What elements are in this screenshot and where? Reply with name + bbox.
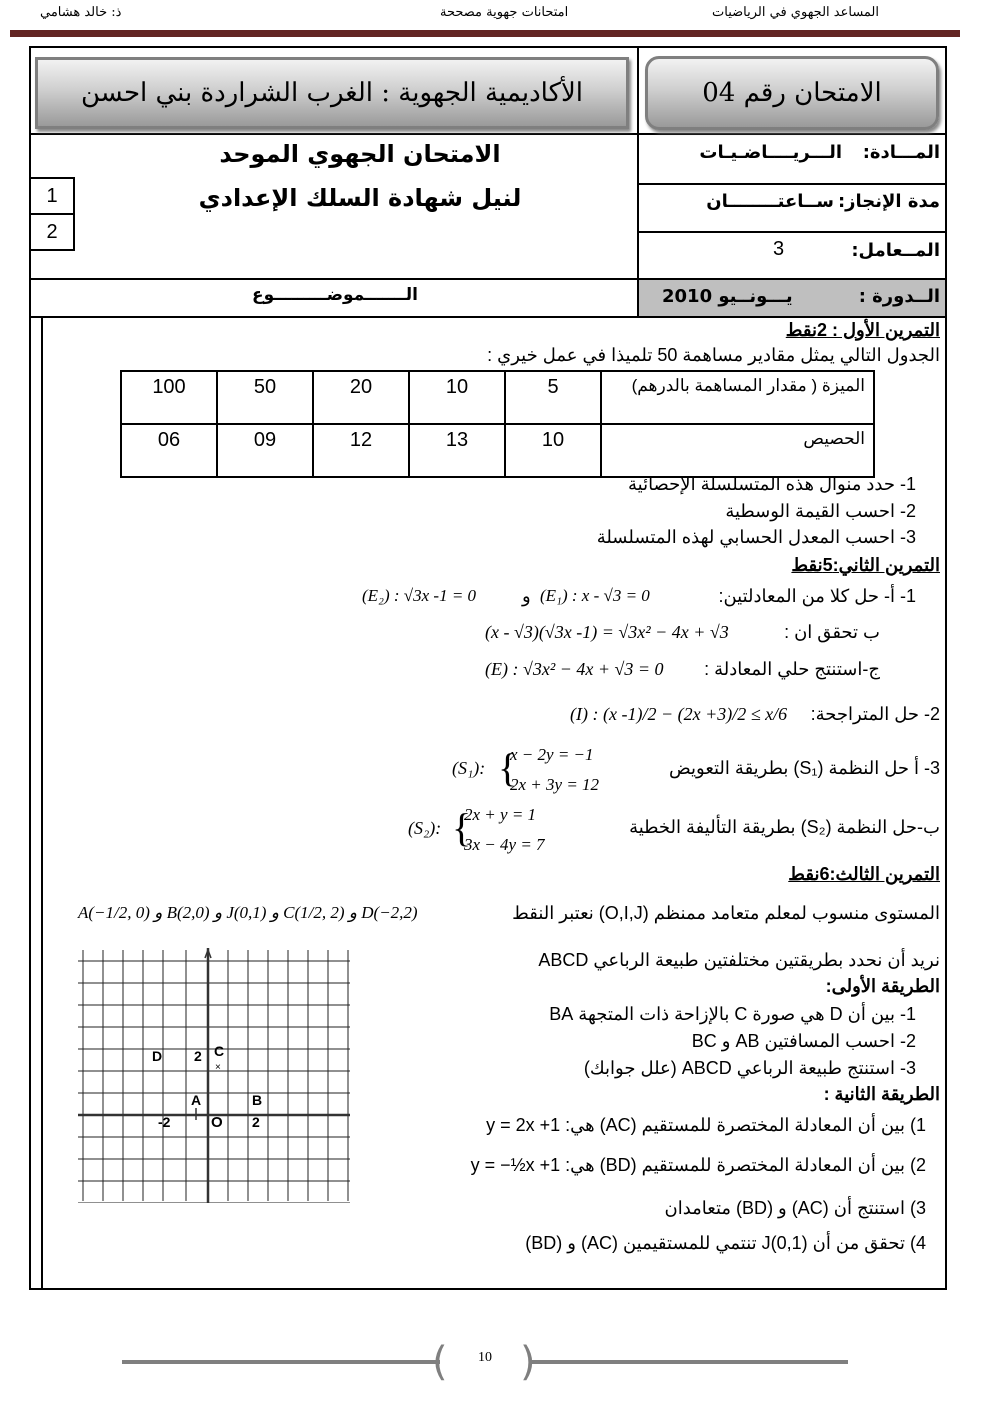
page-number: 10 [478, 1350, 492, 1365]
coordinate-grid [78, 948, 350, 1203]
row-label-values: الميزة ( مقدار المساهمة بالدرهم) [601, 371, 874, 424]
session-value: يـــونــيو 2010 [662, 286, 793, 307]
exercise3-goal: نريد أن نحدد بطريقتين مختلفتين طبيعة الرباعي ABCD [538, 950, 940, 970]
coefficient-value: 3 [773, 238, 785, 260]
table-cell: 100 [121, 371, 217, 424]
duration-value: ســاعتــــــــان [706, 191, 834, 212]
header-row-line [637, 231, 947, 233]
content-inner-left-border [41, 316, 43, 1289]
method1-question: 2- احسب المسافتين AB و BC [691, 1031, 916, 1051]
session-label: الــدورة : [858, 286, 940, 307]
exercise3-points: A(−1/2, 0) و B(2,0) و J(0,1) و C(1/2, 2) و D(−2,2) [78, 903, 418, 922]
brace-icon: { [498, 745, 518, 790]
ex2-q3b-system-name: (S₂): [408, 818, 442, 838]
row-label-counts: الحصيص [601, 424, 874, 477]
tick-label-x-2: 2 [252, 1114, 260, 1130]
ex2-q1c-text: ج-استنتج حلي المعادلة : [704, 659, 880, 679]
exercise2-heading: التمرين الثاني:5نقط [791, 555, 940, 575]
ex2-q3a-system-name: (S₁): [452, 758, 486, 778]
ex2-q1a-eq1: (E₁) : x - √3 = 0 [540, 586, 650, 605]
table-cell: 50 [217, 371, 313, 424]
footer-bracket-left-icon: ( [432, 1339, 448, 1385]
method1-heading: الطريقة الأولى: [825, 976, 940, 996]
header-right-text: المساعد الجهوي في الرياضيات [712, 5, 880, 20]
method2-question: 1) بين أن المعادلة المختصرة للمستقيم (AC) هي: y = 2x +1 [486, 1115, 926, 1135]
ex2-q3a-text: 3- أ حل النظمة (S₁) بطريقة التعويض [668, 758, 940, 778]
page-box-1: 1 [29, 177, 75, 215]
method2-question: 3) استنتج أن (AC) و (BD) متعامدان [664, 1198, 926, 1218]
exercise1-question: 3- احسب المعدل الحسابي لهذه المتسلسلة [596, 527, 916, 547]
ex2-q2-text: 2- حل المتراجحة: [810, 704, 940, 724]
ex2-q1a-eq2: (E₂) : √3x -1 = 0 [362, 586, 477, 605]
header-center-text: امتحانات جهوية مصححة [440, 5, 569, 20]
ex2-q1c-eq: (E) : √3x² − 4x + √3 = 0 [485, 659, 664, 679]
exam-title-line1: الامتحان الجهوي الموحد [219, 140, 501, 168]
method1-question: 1- بين أن D هي صورة C بالإزاحة ذات المتجهة BA [549, 1004, 916, 1024]
tick-label-x-neg2: -2 [158, 1114, 171, 1130]
table-cell: 5 [505, 371, 601, 424]
point-label-B: B [252, 1092, 263, 1108]
ex2-q3b-text: ب-حل النظمة (S₂) بطريقة التأليفة الخطية [629, 817, 940, 837]
footer-line-left [122, 1360, 440, 1364]
table-cell: 06 [121, 424, 217, 477]
exercise3-heading: التمرين الثالث:6نقط [788, 864, 940, 884]
point-label-D: D [152, 1048, 163, 1064]
origin-label-O: O [211, 1114, 223, 1131]
ex2-q2-inequality: (I) : (x -1)/2 − (2x +3)/2 ≤ x/6 [570, 704, 788, 724]
duration-label: مدة الإنجاز: [837, 191, 940, 212]
exercise1-intro: الجدول التالي يمثل مقادير مساهمة 50 تلميذا في عمل خيري : [487, 345, 940, 365]
subject-label: المـــادة: [862, 142, 940, 163]
table-row-values [121, 371, 874, 424]
header-left-author: ذ: خالد هشامي [40, 5, 122, 20]
ex2-q3b-eq: 2x + y = 1 [464, 805, 537, 824]
brace-icon: { [452, 805, 472, 850]
table-row-counts [121, 424, 874, 477]
method2-heading: الطريقة الثانية : [823, 1084, 940, 1104]
header-divider-bar [10, 30, 960, 37]
exercise1-heading: التمرين الأول : 2نقط [785, 320, 940, 340]
exam-number-banner: الامتحان رقم 04 [645, 56, 939, 130]
ex2-q1a-and: و [522, 586, 531, 606]
exam-title-line2: لنيل شهادة السلك الإعدادي [198, 184, 522, 212]
method2-question: 4) تحقق من أن J(0,1) تنتمي للمستقيمين (AC) و (BD) [525, 1233, 926, 1253]
coefficient-label: المــعامل: [851, 240, 940, 261]
point-label-C: C [214, 1043, 225, 1059]
exercise1-question: 2- احسب القيمة الوسطية [725, 501, 916, 521]
header-row-line [637, 183, 947, 185]
table-cell: 13 [409, 424, 505, 477]
header-row-line [29, 133, 947, 135]
page-box-2: 2 [29, 213, 75, 251]
subject-value: الـــريــــاضـيـات [699, 142, 842, 163]
ex2-q1b-text: ب تحقق ان : [784, 622, 880, 642]
exercise1-table [120, 370, 875, 478]
tick-label-y-2: 2 [194, 1048, 202, 1064]
method1-question: 3- استنتج طبيعة الرباعي ABCD (علل جوابك) [583, 1058, 916, 1078]
ex2-q3a-eq: x − 2y = −1 [510, 745, 594, 764]
method2-question: 2) بين أن المعادلة المختصرة للمستقيم (BD) هي: y = −½x +1 [470, 1155, 926, 1175]
footer-bracket-right-icon: ) [520, 1339, 536, 1385]
point-C-cross-icon: × [215, 1062, 221, 1073]
exercise1-question: 1- حدد منوال هذه المتسلسلة الإحصائية [627, 474, 916, 494]
ex2-q1a-text: 1- أ- حل كلا من المعادلتين: [718, 586, 916, 606]
table-cell: 10 [505, 424, 601, 477]
point-label-A: A [191, 1092, 202, 1108]
academy-banner: الأكاديمية الجهوية : الغرب الشراردة بني احسن [35, 57, 629, 129]
footer-line-right [530, 1360, 848, 1364]
ex2-q3b-eq: 3x − 4y = 7 [464, 835, 545, 854]
table-cell: 10 [409, 371, 505, 424]
table-cell: 20 [313, 371, 409, 424]
table-cell: 12 [313, 424, 409, 477]
exercise3-intro: المستوى منسوب لمعلم متعامد ممنظم (O,I,J) نعتبر النقط [512, 903, 940, 923]
ex2-q3a-eq: 2x + 3y = 12 [510, 775, 600, 794]
topic-label: الـــــــموضـــــــــوع [252, 285, 418, 305]
ex2-q1b-eq: (x - √3)(√3x -1) = √3x² − 4x + √3 [485, 622, 729, 642]
table-cell: 09 [217, 424, 313, 477]
